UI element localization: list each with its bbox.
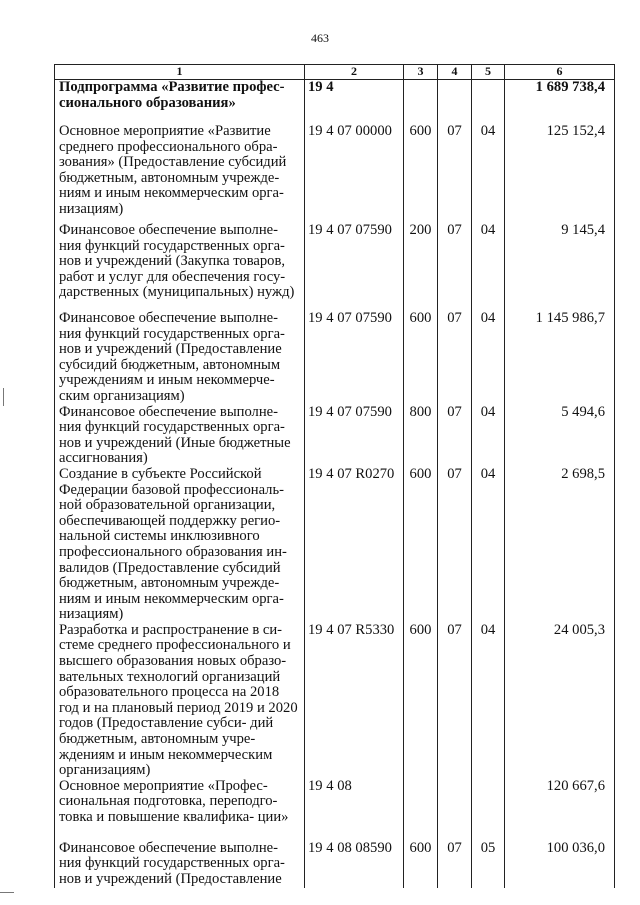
- table-row-subprogram: [55, 80, 615, 125]
- row-section: [438, 779, 472, 841]
- header-col-2: 2: [305, 65, 404, 80]
- table-row: [55, 311, 615, 405]
- row-section: 07: [438, 841, 472, 888]
- row-section: 07: [438, 405, 472, 467]
- row-amount: 9 145,4: [505, 223, 615, 311]
- row-expense-type: 600: [404, 841, 438, 888]
- row-amount: 24 005,3: [505, 623, 615, 779]
- row-name: Создание в субъекте Российской Федерации базовой профессиональ- ной образовательной организации, обеспечивающей поддержку регио- нальной системы инклюзивного профессионального образования ин- валидов (Предоставление субсидий бюджетным, автономным учрежде- ниям и иным некоммерческим орга- низациям): [55, 467, 305, 623]
- row-name: Подпрограмма «Развитие профес- сионального образования»: [55, 80, 305, 125]
- row-subsection: 04: [472, 623, 505, 779]
- header-col-4: 4: [438, 65, 472, 80]
- row-expense-type: 200: [404, 223, 438, 311]
- table-row: [55, 223, 615, 311]
- row-section: 07: [438, 311, 472, 405]
- row-name: Финансовое обеспечение выполне- ния функций государственных орга- нов и учреждений (Закупка товаров, работ и услуг для обеспечения госу- дарственных (муниципальных) нужд): [55, 223, 305, 311]
- row-subsection: [472, 80, 505, 125]
- header-row: [55, 65, 615, 80]
- row-code: 19 4 08: [305, 779, 404, 841]
- row-section: 07: [438, 623, 472, 779]
- row-amount: 2 698,5: [505, 467, 615, 623]
- table-row: [55, 779, 615, 841]
- scan-corner-mark: [0, 892, 14, 893]
- row-code: 19 4 07 07590: [305, 405, 404, 467]
- row-name: Разработка и распространение в си- стеме среднего профессионального и высшего образования новых образо- вательных технологий организаций образовательного процесса на 2018 год и на плановый период 2019 и 2020 годов (Предоставление субси- дий бюджетным, автономным учре- ждениям и иным некоммерческим организациям): [55, 623, 305, 779]
- row-expense-type: 600: [404, 311, 438, 405]
- row-subsection: 04: [472, 311, 505, 405]
- row-name: Финансовое обеспечение выполне- ния функций государственных орга- нов и учреждений (Предоставление: [55, 841, 305, 888]
- header-col-3: 3: [404, 65, 438, 80]
- table-row: [55, 405, 615, 467]
- table-header: [55, 65, 615, 80]
- row-amount: 1 689 738,4: [505, 80, 615, 125]
- row-expense-type: 600: [404, 623, 438, 779]
- row-expense-type: [404, 779, 438, 841]
- row-code: 19 4 07 R5330: [305, 623, 404, 779]
- row-section: 07: [438, 223, 472, 311]
- row-amount: 1 145 986,7: [505, 311, 615, 405]
- row-code: 19 4 08 08590: [305, 841, 404, 888]
- row-code: 19 4 07 R0270: [305, 467, 404, 623]
- row-amount: 100 036,0: [505, 841, 615, 888]
- row-name: Основное мероприятие «Развитие среднего профессионального обра- зования» (Предоставление субсидий бюджетным, автономным учрежде- ниям и иным некоммерческим орга- низациям): [55, 124, 305, 223]
- scan-margin-mark: [3, 388, 4, 406]
- row-code: 19 4 07 07590: [305, 223, 404, 311]
- row-amount: 125 152,4: [505, 124, 615, 223]
- row-expense-type: 800: [404, 405, 438, 467]
- table-row: [55, 124, 615, 223]
- row-subsection: 04: [472, 124, 505, 223]
- row-expense-type: 600: [404, 467, 438, 623]
- row-amount: 5 494,6: [505, 405, 615, 467]
- row-expense-type: 600: [404, 124, 438, 223]
- row-section: 07: [438, 124, 472, 223]
- header-col-1: 1: [55, 65, 305, 80]
- table-row: [55, 623, 615, 779]
- header-col-6: 6: [505, 65, 615, 80]
- row-code: 19 4 07 07590: [305, 311, 404, 405]
- table-row: [55, 467, 615, 623]
- budget-table: [54, 64, 615, 888]
- row-code: 19 4: [305, 80, 404, 125]
- row-code: 19 4 07 00000: [305, 124, 404, 223]
- row-amount: 120 667,6: [505, 779, 615, 841]
- row-subsection: 05: [472, 841, 505, 888]
- table-body: [55, 80, 615, 888]
- row-subsection: [472, 779, 505, 841]
- row-name: Основное мероприятие «Профес- сиональная подготовка, переподго- товка и повышение квалифика- ции»: [55, 779, 305, 841]
- row-subsection: 04: [472, 223, 505, 311]
- page-number: 463: [311, 31, 329, 45]
- row-section: [438, 80, 472, 125]
- header-col-5: 5: [472, 65, 505, 80]
- row-subsection: 04: [472, 467, 505, 623]
- row-section: 07: [438, 467, 472, 623]
- row-subsection: 04: [472, 405, 505, 467]
- row-name: Финансовое обеспечение выполне- ния функций государственных орга- нов и учреждений (Иные бюджетные ассигнования): [55, 405, 305, 467]
- row-name: Финансовое обеспечение выполне- ния функций государственных орга- нов и учреждений (Предоставление субсидий бюджетным, автономным учреждениям и иным некоммерче- ским организациям): [55, 311, 305, 405]
- table-row: [55, 841, 615, 888]
- row-expense-type: [404, 80, 438, 125]
